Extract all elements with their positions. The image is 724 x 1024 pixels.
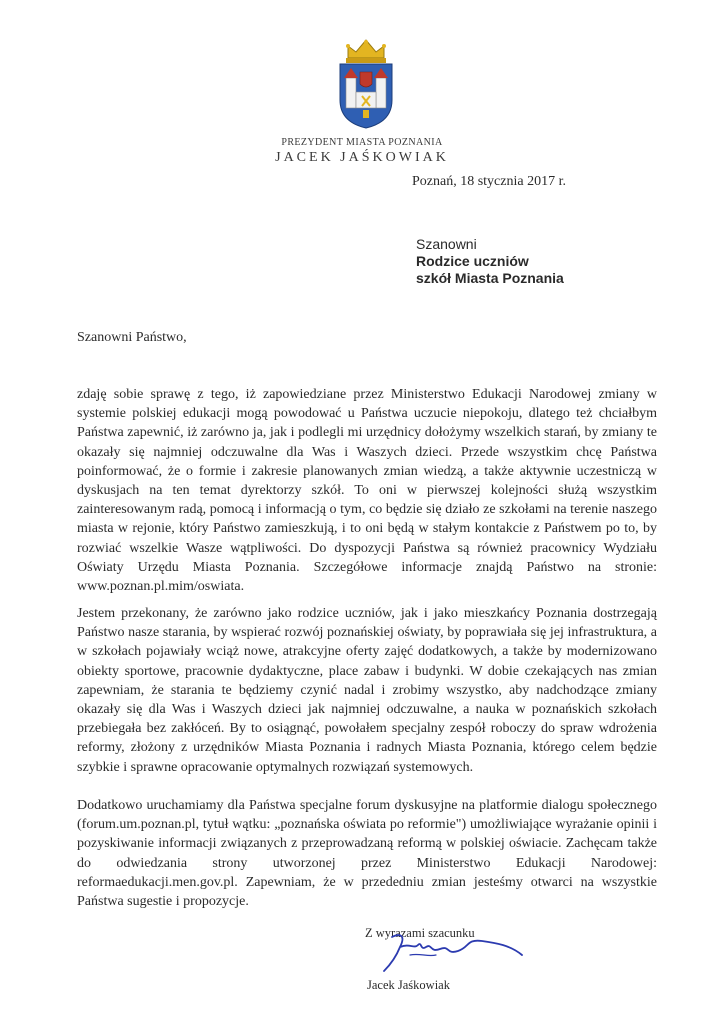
paragraph-3: Dodatkowo uruchamiamy dla Państwa specjalne forum dyskusyjne na platformie dialogu społecznego (forum.um.poznan.pl, tytuł wątku: „poznańska oświata po reformie") umożliwiające wyrażanie opinii i pozyskiwanie informacji związanych z przeprowadzaną reformą w polskiej oświacie. Zachęcam także do odwiedzania strony utworzonej przez Ministerstwo Edukacji Narodowej: reformaedukacji.men.gov.pl. Zapewniam, że w przededniu zmian jesteśmy otwarci na wszystkie Państwa sugestie i propozycje. — [77, 798, 657, 910]
paragraph-2: Jestem przekonany, że zarówno jako rodzice uczniów, jak i jako mieszkańcy Poznania dostrzegają Państwo nasze starania, by wspierać rozwój poznańskiej oświaty, by poprawiała się jej infrastruktura, a w szkołach pojawiały wciąż nowe, atrakcyjne oferty zajęć dodatkowych, a także by modernizowano obiekty sportowe, pracownie dydaktyczne, place zabaw i budynki. W dobie czekających nas zmian zapewniam, że starania te będziemy czynić nadal i zrobimy wszystko, aby nadchodzące zmiany okazały się dla Was i Waszych dzieci jak najmniej odczuwalne, a nauka w poznańskich szkołach przebiegała bez zakłóceń. By to osiągnąć, powołałem specjalny zespół roboczy do spraw wdrożenia reformy, złożony z urzędników Miasta Poznania i radnych Miasta Poznania, którego celem będzie szybkie i sprawne opracowanie optymalnych rozwiązań systemowych. — [77, 606, 657, 775]
recipient-block — [416, 236, 564, 287]
closing-phrase: Z wyrazami szacunku — [365, 926, 475, 940]
paragraph-1: zdaję sobie sprawę z tego, iż zapowiedziane przez Ministerstwo Edukacji Narodowej zmiany w systemie polskiej edukacji mogą powodować u Państwa uczucie niepokoju, dlatego też chciałbym Państwa zapewnić, iż zarówno ja, jak i podlegli mi urzędnicy dołożymy wszelkich starań, by zmiany te okazały się najmniej odczuwalne dla Was i Waszych dzieci. Przede wszystkim chcę Państwa poinformować, że o formie i zakresie planowanych zmian wiedzą, a także aktywnie uczestniczą w dyskusjach na ten temat dyrektorzy szkół. To oni w pierwszej kolejności służą wszystkim zainteresowanym radą, pomocą i informacją o tym, co będzie się działo ze szkołami na terenie naszego miasta w rejonie, który Państwo zamieszkują, i to oni będą w stałym kontakcie z Państwem po to, by rozwiać wszelkie Wasze wątpliwości. Do dyspozycji Państwa są również pracownicy Wydziału Oświaty Urzędu Miasta Poznania. Szczegółowe informacje znajdą Państwo na stronie: www.poznan.pl.mim/oswiata. — [77, 387, 657, 595]
recipient-line-1: Szanowni — [416, 236, 477, 252]
signer-name: Jacek Jaśkowiak — [367, 978, 450, 992]
office-title: PREZYDENT MIASTA POZNANIA — [281, 137, 443, 148]
president-name: JACEK JAŚKOWIAK — [275, 150, 449, 165]
date-line: Poznań, 18 stycznia 2017 r. — [412, 174, 566, 189]
recipient-line-3: szkół Miasta Poznania — [416, 270, 564, 286]
handwritten-signature — [370, 925, 530, 977]
recipient-line-2: Rodzice uczniów — [416, 253, 529, 269]
poznan-coat-of-arms-icon — [334, 38, 398, 130]
salutation: Szanowni Państwo, — [77, 330, 187, 345]
